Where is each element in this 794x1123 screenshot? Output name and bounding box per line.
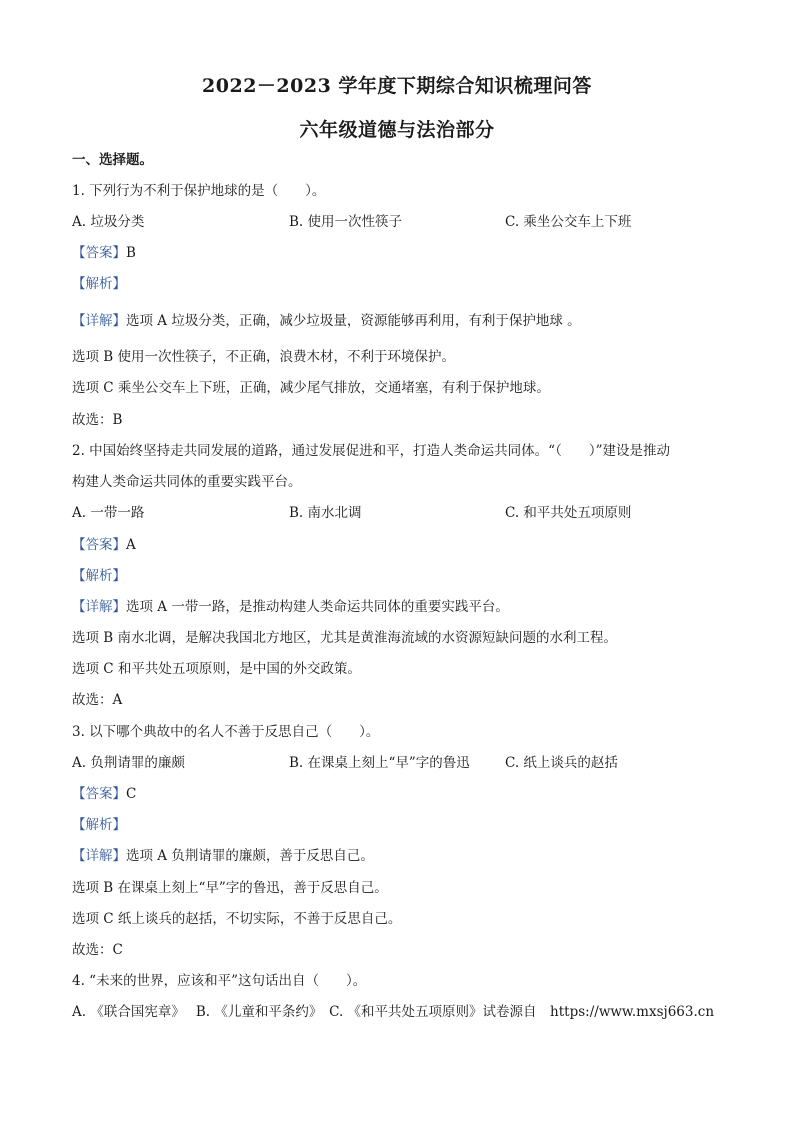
question-3-option-a: A. 负荆请罪的廉颇 xyxy=(72,755,185,771)
question-2-option-a: A. 一带一路 xyxy=(72,505,145,521)
question-3-detail-2: 选项 B 在课桌上刻上“早”字的鲁迅，善于反思自己。 xyxy=(72,880,388,896)
answer-value: B xyxy=(126,245,136,261)
question-2-detail-3: 选项 C 和平共处五项原则，是中国的外交政策。 xyxy=(72,661,361,677)
answer-tag: 【答案】 xyxy=(72,245,126,261)
question-3-detail-3: 选项 C 纸上谈兵的赵括，不切实际，不善于反思自己。 xyxy=(72,911,402,927)
question-4-options: A. 《联合国宪章》 B. 《儿童和平条约》 C. 《和平共处五项原则》试卷源自 https://www.mxsj663.cn xyxy=(72,1004,715,1020)
question-2-option-c: C. 和平共处五项原则 xyxy=(505,505,632,521)
question-2-analysis-tag: 【解析】 xyxy=(72,568,126,584)
question-2-detail-1 xyxy=(72,598,509,616)
question-3-analysis-tag: 【解析】 xyxy=(72,817,126,833)
question-3-stem: 3. 以下哪个典故中的名人不善于反思自己（ ）。 xyxy=(72,724,380,740)
answer-tag: 【答案】 xyxy=(72,537,126,553)
answer-tag: 【答案】 xyxy=(72,786,126,802)
detail-text: 选项 A 垃圾分类，正确，减少垃圾量，资源能够再利用，有利于保护地球 。 xyxy=(126,313,581,329)
question-1-detail-1 xyxy=(72,312,581,330)
detail-tag: 【详解】 xyxy=(72,599,126,615)
question-2-stem-line-1: 2. 中国始终坚持走共同发展的道路，通过发展促进和平，打造人类命运共同体。“（ ）”建设是推动 xyxy=(72,443,670,459)
question-3-option-c: C. 纸上谈兵的赵括 xyxy=(505,755,618,771)
question-2-answer xyxy=(72,536,136,554)
detail-text: 选项 A 一带一路，是推动构建人类命运共同体的重要实践平台。 xyxy=(126,599,509,615)
question-3-conclusion: 故选：C xyxy=(72,942,123,958)
question-1-detail-3: 选项 C 乘坐公交车上下班，正确，减少尾气排放，交通堵塞，有利于保护地球。 xyxy=(72,380,550,396)
question-3-option-b: B. 在课桌上刻上“早”字的鲁迅 xyxy=(289,755,470,771)
question-2-detail-2: 选项 B 南水北调，是解决我国北方地区，尤其是黄淮海流域的水资源短缺问题的水利工程。 xyxy=(72,630,618,646)
question-2-stem-line-2: 构建人类命运共同体的重要实践平台。 xyxy=(72,474,302,490)
answer-value: C xyxy=(126,786,137,802)
question-1-option-c: C. 乘坐公交车上下班 xyxy=(505,214,632,230)
detail-text: 选项 A 负荆请罪的廉颇，善于反思自己。 xyxy=(126,848,374,864)
answer-value: A xyxy=(126,537,136,553)
page-title: 2022－2023 学年度下期综合知识梳理问答 xyxy=(202,75,592,97)
detail-tag: 【详解】 xyxy=(72,313,126,329)
question-1-conclusion: 故选：B xyxy=(72,412,123,428)
question-1-answer xyxy=(72,244,136,262)
question-2-option-b: B. 南水北调 xyxy=(289,505,362,521)
detail-tag: 【详解】 xyxy=(72,848,126,864)
question-3-detail-1 xyxy=(72,847,374,865)
page-subtitle: 六年级道德与法治部分 xyxy=(299,119,495,141)
section-heading: 一、选择题。 xyxy=(72,152,153,168)
question-2-conclusion: 故选：A xyxy=(72,692,123,708)
question-1-option-b: B. 使用一次性筷子 xyxy=(289,214,403,230)
question-1-stem: 1. 下列行为不利于保护地球的是（ ）。 xyxy=(72,183,326,199)
question-1-detail-2: 选项 B 使用一次性筷子，不正确，浪费木材，不利于环境保护。 xyxy=(72,349,456,365)
question-1-option-a: A. 垃圾分类 xyxy=(72,214,145,230)
question-1-analysis-tag: 【解析】 xyxy=(72,276,126,292)
question-3-answer xyxy=(72,785,136,803)
question-4-stem: 4. “未来的世界，应该和平”这句话出自（ ）。 xyxy=(72,973,367,989)
